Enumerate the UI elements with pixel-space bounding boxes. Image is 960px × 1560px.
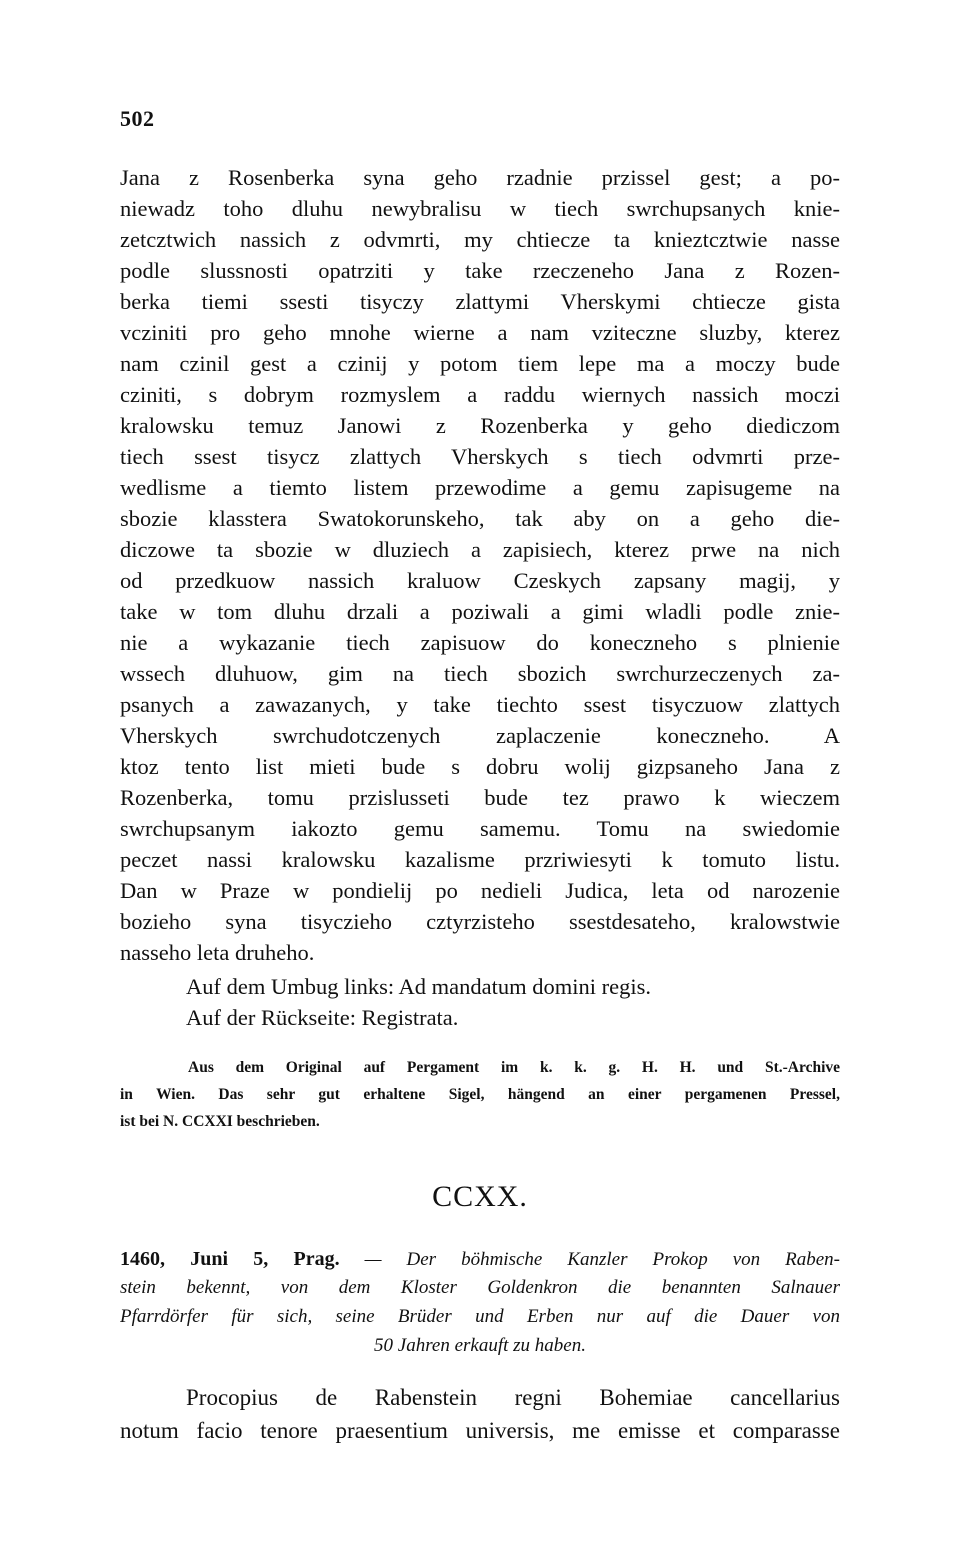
- charter-line: vcziniti pro geho mnohe wierne a nam vziteczne sluzby, kterez: [120, 320, 840, 345]
- charter-line: wedlisme a tiemto listem przewodime a gemu zapisugeme na: [120, 475, 840, 500]
- charter-line: Dan w Praze w pondielij po nedieli Judica, leta od narozenie: [120, 878, 840, 903]
- regest-text: — Der böhmische Kanzler Prokop von Raben-: [339, 1249, 840, 1270]
- charter-line: niewadz toho dluhu newybralisu w tiech swrchupsanych knie-: [120, 196, 840, 221]
- charter-line: Jana z Rosenberka syna geho rzadnie przissel gest; a po-: [120, 165, 840, 190]
- regest-line: Pfarrdörfer für sich, seine Brüder und Erben nur auf die Dauer von: [120, 1306, 840, 1327]
- source-note-line: in Wien. Das sehr gut erhaltene Sigel, hängend an einer pergamenen Pressel,: [120, 1086, 840, 1103]
- charter-line: peczet nassi kralowsku kazalisme przriwiesyti k tomuto listu.: [120, 847, 840, 872]
- charter-line: swrchupsanym iakozto gemu samemu. Tomu na swiedomie: [120, 816, 840, 841]
- charter-line: Rozenberka, tomu przislusseti bude tez prawo k wieczem: [120, 785, 840, 810]
- charter-line: take w tom dluhu drzali a poziwali a gimi wladli podle znie-: [120, 599, 840, 624]
- charter-line: diczowe ta sbozie w dluziech a zapisiech, kterez prwe na nich: [120, 537, 840, 562]
- charter-line: zetcztwich nassich z odvmrti, my chtiecze ta knieztcztwie nasse: [120, 227, 840, 252]
- document-number-heading: CCXX.: [432, 1180, 528, 1213]
- charter-line: podle slussnosti opatrziti y take rzeczeneho Jana z Rozen-: [120, 258, 840, 283]
- charter-line: psanych a zawazanych, y take tiechto ssest tisyczuow zlattych: [120, 692, 840, 717]
- charter-line: od przedkuow nassich kraluow Czeskych zapsany magij, y: [120, 568, 840, 593]
- endorsement-line: Auf der Rückseite: Registrata.: [186, 1005, 459, 1030]
- charter-line: nam czinil gest a czinij y potom tiem lepe ma a moczy bude: [120, 351, 840, 376]
- charter-line: nie a wykazanie tiech zapisuow do koneczneho s plnienie: [120, 630, 840, 655]
- charter-line: nasseho leta druheho.: [120, 940, 315, 965]
- endorsement-line: Auf dem Umbug links: Ad mandatum domini regis.: [186, 974, 651, 999]
- charter-line: tiech ssest tisycz zlattych Vherskych s tiech odvmrti prze-: [120, 444, 840, 469]
- regest-line: 50 Jahren erkauft zu haben.: [374, 1335, 586, 1356]
- charter-line: ktoz tento list mieti bude s dobru wolij gizpsaneho Jana z: [120, 754, 840, 779]
- source-note-line: Aus dem Original auf Pergament im k. k. g. H. H. und St.-Archive: [188, 1059, 840, 1076]
- page-number: 502: [120, 106, 155, 131]
- source-note-line: ist bei N. CCXXI beschrieben.: [120, 1113, 320, 1130]
- regest-line: [120, 1245, 840, 1273]
- regest-line: stein bekennt, von dem Kloster Goldenkron die benannten Salnauer: [120, 1277, 840, 1298]
- charter-line: wssech dluhuow, gim na tiech sbozich swrchurzeczenych za-: [120, 661, 840, 686]
- charter-line: sbozie klasstera Swatokorunskeho, tak aby on a geho die-: [120, 506, 840, 531]
- charter-line: kralowsku temuz Janowi z Rozenberka y geho diediczom: [120, 413, 840, 438]
- charter-line: bozieho syna tisyczieho cztyrzisteho ssestdesateho, kralowstwie: [120, 909, 840, 934]
- charter-line: berka tiemi ssesti tisyczy zlattymi Vherskymi chtiecze gista: [120, 289, 840, 314]
- charter-line: cziniti, s dobrym rozmyslem a raddu wiernych nassich moczi: [120, 382, 840, 407]
- charter-line: Vherskych swrchudotczenych zaplaczenie koneczneho. A: [120, 723, 840, 748]
- next-document-line: Procopius de Rabenstein regni Bohemiae cancellarius: [186, 1385, 840, 1410]
- regest-date-place: 1460, Juni 5, Prag.: [120, 1248, 340, 1270]
- next-document-line: notum facio tenore praesentium universis, me emisse et comparasse: [120, 1418, 840, 1443]
